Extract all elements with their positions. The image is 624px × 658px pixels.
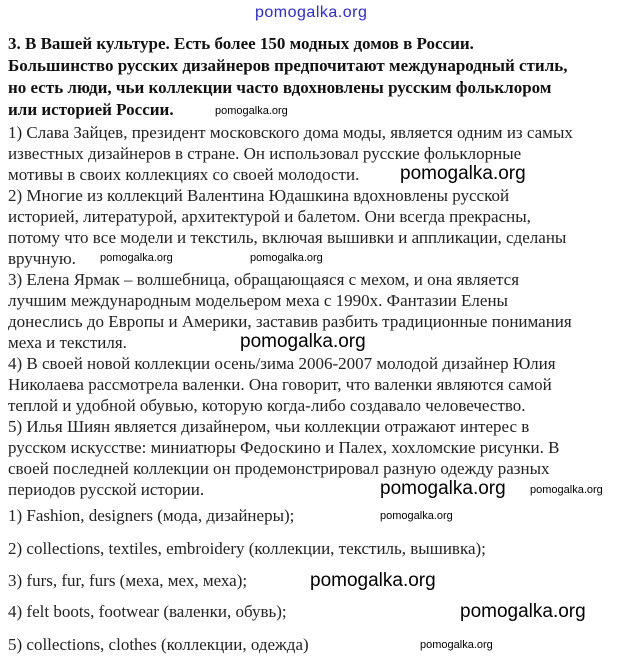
watermark: pomogalka.org — [100, 252, 173, 264]
heading-line: 3. В Вашей культуре. Есть более 150 модных домов в России. — [8, 34, 474, 53]
body-line: русском искусстве: миниатюры Федоскино и Палех, хохломские рисунки. В — [8, 438, 560, 457]
watermark: pomogalka.org — [460, 601, 586, 622]
body-line: 4) В своей новой коллекции осень/зима 2006-2007 молодой дизайнер Юлия — [8, 354, 556, 373]
body-line: донеслись до Европы и Америки, заставив разбить традиционные понимания — [8, 312, 572, 331]
body-line: 3) Елена Ярмак – волшебница, обращающаяся с мехом, и она является — [8, 270, 520, 289]
answer-line: 3) furs, fur, furs (меха, мех, меха); — [8, 571, 248, 590]
watermark: pomogalka.org — [215, 105, 288, 117]
watermark: pomogalka.org — [310, 570, 436, 591]
answer-line: 1) Fashion, designers (мода, дизайнеры); — [8, 506, 295, 525]
body-line: известных дизайнеров в стране. Он использовал русские фольклорные — [8, 144, 522, 163]
watermark: pomogalka.org — [400, 163, 526, 184]
body-line: вручную. — [8, 249, 76, 268]
body-line: периодов русской истории. — [8, 480, 205, 499]
body-line: Николаева рассмотрела валенки. Она говорит, что валенки являются самой — [8, 375, 552, 394]
body-line: 2) Многие из коллекций Валентина Юдашкина вдохновлены русской — [8, 186, 510, 205]
body-line: лучшим международным модельером меха с 1990х. Фантазии Елены — [8, 291, 508, 310]
heading-line: или историей России. — [8, 100, 174, 119]
answer-line: 2) collections, textiles, embroidery (коллекции, текстиль, вышивка); — [8, 539, 486, 558]
body-line: 5) Илья Шиян является дизайнером, чьи коллекции отражают интерес в — [8, 417, 530, 436]
answer-line: 4) felt boots, footwear (валенки, обувь); — [8, 602, 287, 621]
body-line: своей последней коллекции он продемонстрировал разную одежду разных — [8, 459, 550, 478]
heading-line: но есть люди, чьи коллекции часто вдохновлены русским фольклором — [8, 78, 552, 97]
body-line: теплой и удобной обувью, которую когда-либо создавало человечество. — [8, 396, 526, 415]
body-line: историей, литературой, архитектурой и балетом. Они всегда прекрасны, — [8, 207, 531, 226]
watermark: pomogalka.org — [240, 331, 366, 352]
body-line: 1) Слава Зайцев, президент московского дома моды, является одним из самых — [8, 123, 573, 142]
body-line: меха и текстиля. — [8, 333, 127, 352]
answer-line: 5) collections, clothes (коллекции, одежда) — [8, 635, 309, 654]
watermark: pomogalka.org — [380, 510, 453, 522]
watermark: pomogalka.org — [420, 639, 493, 651]
watermark: pomogalka.org — [380, 478, 506, 499]
body-line: мотивы в своих коллекциях со своей молодости. — [8, 165, 360, 184]
watermark: pomogalka.org — [250, 252, 323, 264]
watermark: pomogalka.org — [530, 484, 603, 496]
heading-line: Большинство русских дизайнеров предпочитают международный стиль, — [8, 56, 568, 75]
watermark: pomogalka.org — [255, 4, 368, 21]
body-line: потому что все модели и текстиль, включая вышивки и аппликации, сделаны — [8, 228, 567, 247]
